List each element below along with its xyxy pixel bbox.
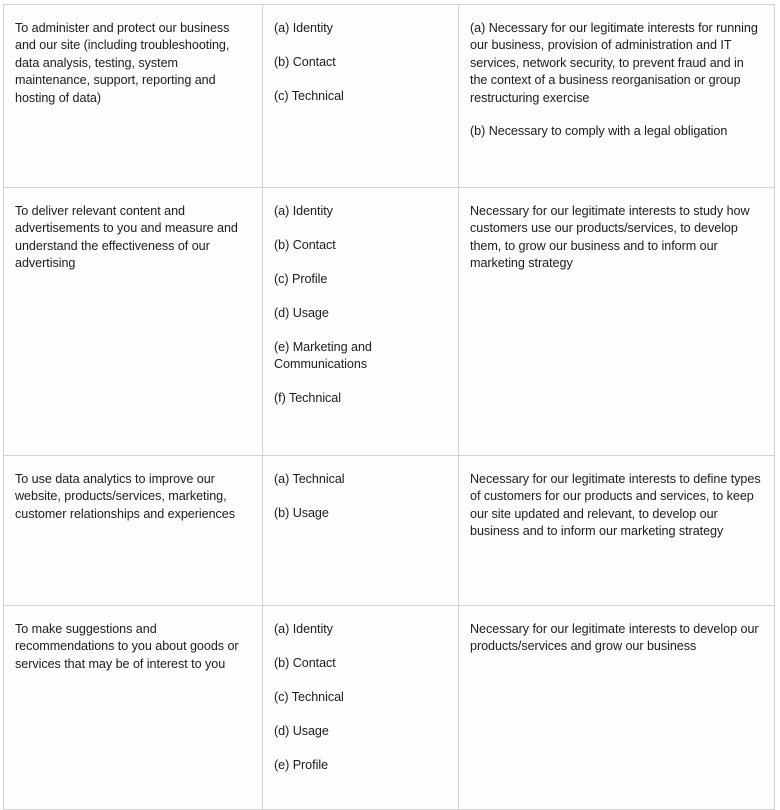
paragraph: To make suggestions and recommendations to you about goods or services that may be of interest to you: [15, 622, 239, 671]
table-row: [4, 606, 775, 810]
cell-data-types: [263, 5, 459, 188]
paragraph: Necessary for our legitimate interests to study how customers use our products/services, to develop them, to grow our business and to inform our marketing strategy: [470, 204, 750, 271]
cell-data-types: [263, 456, 459, 606]
paragraph: (b) Usage: [274, 505, 329, 520]
paragraph: (c) Technical: [274, 689, 344, 704]
data-types-list: [274, 203, 447, 407]
cell-lawful-basis: [459, 456, 775, 606]
lawful-basis-text: [470, 471, 763, 541]
purpose-text: [15, 20, 251, 107]
cell-lawful-basis: [459, 188, 775, 456]
paragraph: (a) Identity: [274, 204, 333, 218]
cell-data-types: [263, 606, 459, 810]
data-types-list: [274, 621, 447, 774]
paragraph: (b) Contact: [274, 237, 336, 252]
paragraph: To administer and protect our business and our site (including troubleshooting, data analysis, testing, system maintenance, support, reporting and hosting of data): [15, 21, 230, 105]
paragraph: (c) Profile: [274, 271, 328, 286]
cell-purpose: [4, 456, 263, 606]
purpose-text: [15, 203, 251, 273]
paragraph: (c) Technical: [274, 88, 344, 103]
data-types-list: [274, 20, 447, 105]
purpose-text: [15, 471, 251, 523]
cell-lawful-basis: [459, 5, 775, 188]
table-row: [4, 5, 775, 188]
cell-purpose: [4, 188, 263, 456]
cell-purpose: [4, 606, 263, 810]
paragraph: Necessary for our legitimate interests to develop our products/services and grow our business: [470, 622, 759, 654]
cell-lawful-basis: [459, 606, 775, 810]
paragraph: (d) Usage: [274, 723, 329, 738]
lawful-basis-text: [470, 203, 763, 273]
lawful-basis-text: [470, 20, 763, 140]
purpose-text: [15, 621, 251, 673]
purposes-and-lawful-basis-table: [3, 4, 775, 810]
paragraph: (a) Technical: [274, 472, 345, 486]
data-types-list: [274, 471, 447, 522]
paragraph: (a) Identity: [274, 622, 333, 636]
paragraph: (f) Technical: [274, 390, 342, 405]
table-row: [4, 456, 775, 606]
cell-data-types: [263, 188, 459, 456]
lawful-basis-text: [470, 621, 763, 656]
paragraph: (b) Contact: [274, 655, 336, 670]
paragraph: (b) Necessary to comply with a legal obligation: [470, 124, 728, 139]
paragraph: (a) Identity: [274, 21, 333, 35]
paragraph: (a) Necessary for our legitimate interests for running our business, provision of administration and IT services, network security, to prevent fraud and in the context of a business reorganisation or group restructuring exercise: [470, 21, 758, 105]
paragraph: (e) Profile: [274, 757, 329, 772]
paragraph: (e) Marketing and Communications: [274, 339, 372, 372]
table-row: [4, 188, 775, 456]
paragraph: To use data analytics to improve our website, products/services, marketing, customer relationships and experiences: [15, 472, 236, 521]
paragraph: Necessary for our legitimate interests to define types of customers for our products and services, to keep our site updated and relevant, to develop our business and to inform our marketing strategy: [470, 472, 761, 539]
paragraph: To deliver relevant content and advertisements to you and measure and understand the effectiveness of our advertising: [15, 204, 238, 271]
paragraph: (b) Contact: [274, 54, 336, 69]
cell-purpose: [4, 5, 263, 188]
paragraph: (d) Usage: [274, 305, 329, 320]
